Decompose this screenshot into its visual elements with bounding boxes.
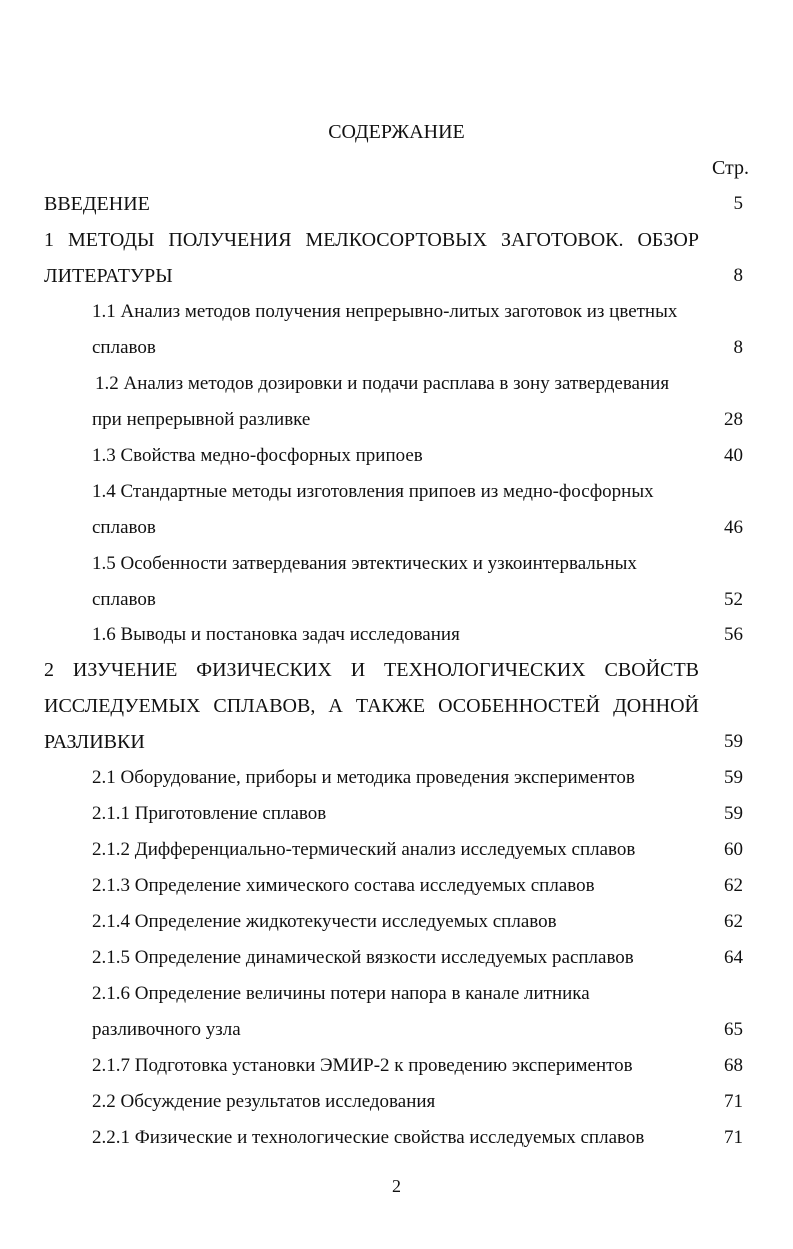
toc-page-2-1-1: 59 xyxy=(724,803,743,824)
page-number: 2 xyxy=(392,1176,401,1196)
toc-entry-1-1-line2: сплавов xyxy=(92,337,156,358)
toc-entry-1-5-line2: сплавов xyxy=(92,589,156,610)
toc-entry-2-2-1: 2.2.1 Физические и технологические свойства исследуемых сплавов xyxy=(92,1127,645,1148)
toc-entry-2-1-4: 2.1.4 Определение жидкотекучести исследуемых сплавов xyxy=(92,911,557,932)
toc-page-2-2-1: 71 xyxy=(724,1127,743,1148)
page-title: СОДЕРЖАНИЕ xyxy=(328,121,465,143)
toc-page-1-3: 40 xyxy=(724,445,743,466)
toc-entry-1-5-line1: 1.5 Особенности затвердевания эвтектических и узкоинтервальных xyxy=(92,553,637,574)
toc-page-1-6: 56 xyxy=(724,624,743,645)
toc-entry-1-1-line1: 1.1 Анализ методов получения непрерывно-литых заготовок из цветных xyxy=(92,301,678,322)
toc-page-1-4: 46 xyxy=(724,517,743,538)
toc-entry-1-2-line2: при непрерывной разливке xyxy=(92,409,311,430)
toc-page-ch2: 59 xyxy=(724,731,743,752)
toc-entry-ch1-line2: ЛИТЕРАТУРЫ xyxy=(44,265,173,287)
toc-page-1-5: 52 xyxy=(724,589,743,610)
toc-entry-ch2-line2: ИССЛЕДУЕМЫХ СПЛАВОВ, А ТАКЖЕ ОСОБЕННОСТЕЙ ДОННОЙ xyxy=(44,695,699,717)
toc-page-2-1-6: 65 xyxy=(724,1019,743,1040)
toc-entry-2-1-2: 2.1.2 Дифференциально-термический анализ исследуемых сплавов xyxy=(92,839,636,860)
toc-entry-2-1-3: 2.1.3 Определение химического состава исследуемых сплавов xyxy=(92,875,595,896)
toc-entry-1-3: 1.3 Свойства медно-фосфорных припоев xyxy=(92,445,423,466)
toc-page-1-1: 8 xyxy=(733,337,743,358)
page-column-label: Стр. xyxy=(711,157,749,179)
toc-page-1-2: 28 xyxy=(724,409,743,430)
toc-entry-2-1-6-line2: разливочного узла xyxy=(92,1019,241,1040)
toc-entry-ch2-line3: РАЗЛИВКИ xyxy=(44,731,145,753)
toc-entry-intro: ВВЕДЕНИЕ xyxy=(44,193,150,215)
toc-entry-2-1-5: 2.1.5 Определение динамической вязкости исследуемых расплавов xyxy=(92,947,634,968)
toc-page-2-1-4: 62 xyxy=(724,911,743,932)
toc-entry-1-4-line1: 1.4 Стандартные методы изготовления припоев из медно-фосфорных xyxy=(92,481,654,502)
toc-entry-2-2: 2.2 Обсуждение результатов исследования xyxy=(92,1091,436,1112)
toc-page-2-1-2: 60 xyxy=(724,839,743,860)
toc-page-2-1-3: 62 xyxy=(724,875,743,896)
toc-entry-1-4-line2: сплавов xyxy=(92,517,156,538)
toc-entry-2-1-1: 2.1.1 Приготовление сплавов xyxy=(92,803,327,824)
toc-entry-2-1-6-line1: 2.1.6 Определение величины потери напора в канале литника xyxy=(92,983,590,1004)
toc-entry-ch2-line1: 2 ИЗУЧЕНИЕ ФИЗИЧЕСКИХ И ТЕХНОЛОГИЧЕСКИХ СВОЙСТВ xyxy=(44,659,699,681)
toc-page-intro: 5 xyxy=(733,193,743,214)
toc-entry-1-6: 1.6 Выводы и постановка задач исследования xyxy=(92,624,460,645)
toc-entry-2-1: 2.1 Оборудование, приборы и методика проведения экспериментов xyxy=(92,767,635,788)
toc-page-2-1-7: 68 xyxy=(724,1055,743,1076)
toc-entry-ch1-line1: 1 МЕТОДЫ ПОЛУЧЕНИЯ МЕЛКОСОРТОВЫХ ЗАГОТОВОК. ОБЗОР xyxy=(44,229,699,251)
toc-page-ch1: 8 xyxy=(733,265,743,286)
toc-page-2-2: 71 xyxy=(724,1091,743,1112)
toc-page-2-1-5: 64 xyxy=(724,947,743,968)
toc-entry-2-1-7: 2.1.7 Подготовка установки ЭМИР-2 к проведению экспериментов xyxy=(92,1055,633,1076)
toc-page-2-1: 59 xyxy=(724,767,743,788)
toc-entry-1-2-line1: 1.2 Анализ методов дозировки и подачи расплава в зону затвердевания xyxy=(95,373,670,394)
